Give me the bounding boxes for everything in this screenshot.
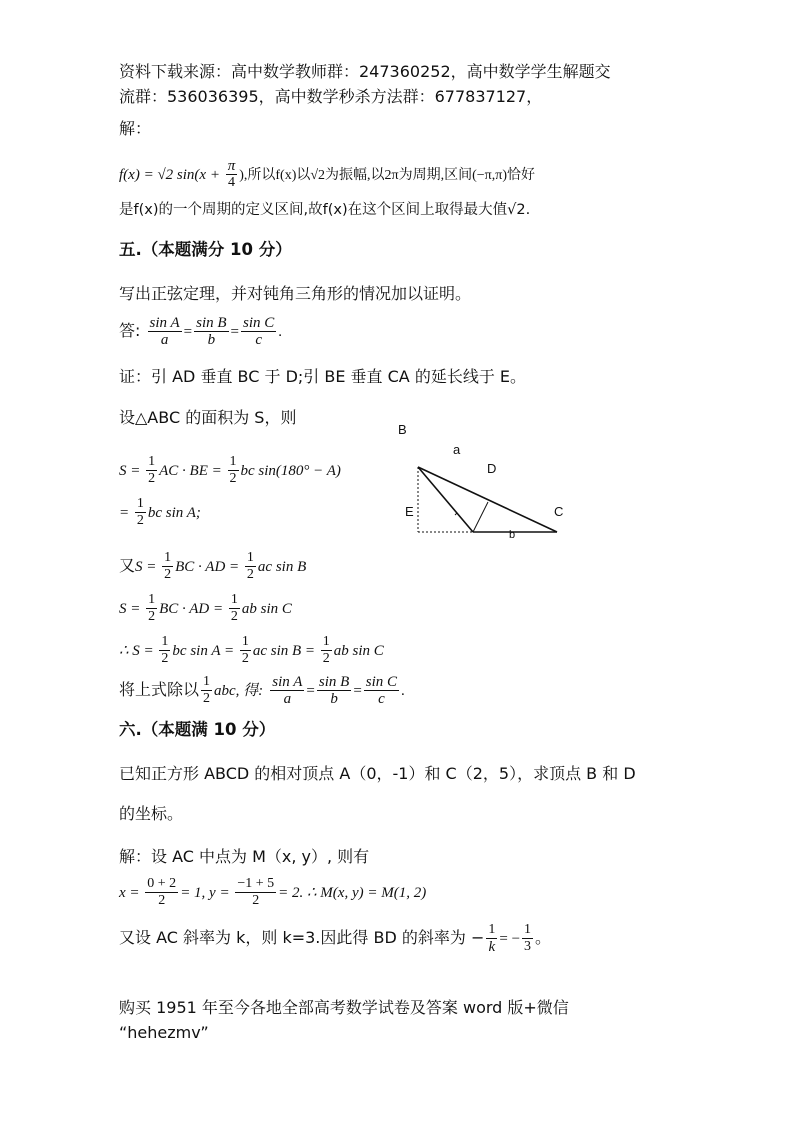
eq1: S = $\frac{1}{2}$ AC · BE = $\frac{1}{2}$ bc sin(180° − A) [119,454,341,486]
label-E: E [405,504,414,519]
b: b [207,332,216,348]
side-BA [418,467,473,532]
p4-f-expr: f(x) = √2 sin(x + [119,167,224,183]
slope-line: 又设 AC 斜率为 k，则 k=3.因此得 BD 的斜率为 − $\frac{1}{k}$ = − $\frac{1}{3}$ 。 [119,922,552,955]
altitude-AD [473,502,488,532]
a: a [160,332,169,348]
section-5-title: 五.（本题满分 10 分） [119,240,292,259]
sinB: sin B [196,315,227,331]
section-6-prompt-2: 的坐标。 [119,804,184,823]
triangle-figure [390,415,580,540]
section-5-prompt: 写出正弦定理，并对钝角三角形的情况加以证明。 [119,284,472,303]
four-den: 4 [227,175,235,190]
sine-law-answer: 答: $\frac{\text{sin A}}{a}$ = $\frac{\text{sin B}}{b}$ = $\frac{\text{sin C}}{c}$ . [119,315,283,348]
eq5: ∴ S = $\frac{1}{2}$ bc sin A = $\frac{1}{2}$ ac sin B = $\frac{1}{2}$ ab sin C [119,634,384,666]
answer-label: 答: [119,321,141,340]
label-C: C [554,504,564,519]
sinC: sin C [243,315,275,331]
sinA: sin A [149,315,180,331]
p4-text2: 是f(x)的一个周期的定义区间,故f(x)在这个区间上取得最大值√2. [119,202,531,218]
section-6-title: 六.（本题满 10 分） [119,720,276,739]
sinC-over-c [241,315,276,348]
label-B: B [398,422,407,437]
label-D: D [487,461,497,476]
proof-intro: 证：引 AD 垂直 BC 于 D;引 BE 垂直 CA 的延长线于 E。 [119,367,527,386]
sinA-over-a [148,315,182,348]
section-6-prompt-1: 已知正方形 ABCD 的相对顶点 A（0，-1）和 C（2，5），求顶点 B 和 D [119,764,636,783]
eq6: 将上式除以 $\frac{1}{2}$ abc, 得: $\frac{\text{sin A}}{a}$ = $\frac{\text{sin B}}{b}$ = $\frac{\text{sin C}}{c}$ . [119,674,405,707]
label-b: b [509,529,516,540]
pi-num: π [227,158,236,174]
eq4: S = $\frac{1}{2}$ BC · AD = $\frac{1}{2}$ ab sin C [119,592,292,624]
pi-over-4 [226,158,238,191]
p4-formula-line [119,158,535,191]
footer-line-2: “hehezmv” [119,1023,209,1042]
solution-label: 解： [119,119,152,138]
footer-line-1: 购买 1951 年至今各地全部高考数学试卷及答案 word 版+微信 [119,998,569,1017]
source-line-2: 流群：536036395，高中数学秒杀方法群：677837127， [119,87,543,106]
label-a: a [453,442,461,457]
eq2: = $\frac{1}{2}$ bc sin A; [119,496,201,528]
p4-text1: ),所以f(x)以√2为振幅,以2π为周期,区间(−π,π)恰好 [239,168,535,183]
c: c [255,332,262,348]
eq3: 又S = $\frac{1}{2}$ BC · AD = $\frac{1}{2}$ ac sin B [119,550,307,582]
source-line-1: 资料下载来源：高中数学教师群：247360252，高中数学学生解题交 [119,62,611,81]
midpoint-eq: x = $\frac{0 + 2}{2}$ = 1, y = $\frac{-1 + 5}{2}$ = 2. ∴ M(x, y) = M(1, 2) [119,876,427,908]
sinB-over-b [194,315,228,348]
section-6-sol-intro: 解：设 AC 中点为 M（x, y）, 则有 [119,847,370,866]
tick-mark [455,513,457,515]
area-intro: 设△ABC 的面积为 S，则 [119,408,297,427]
side-BC [418,467,557,532]
